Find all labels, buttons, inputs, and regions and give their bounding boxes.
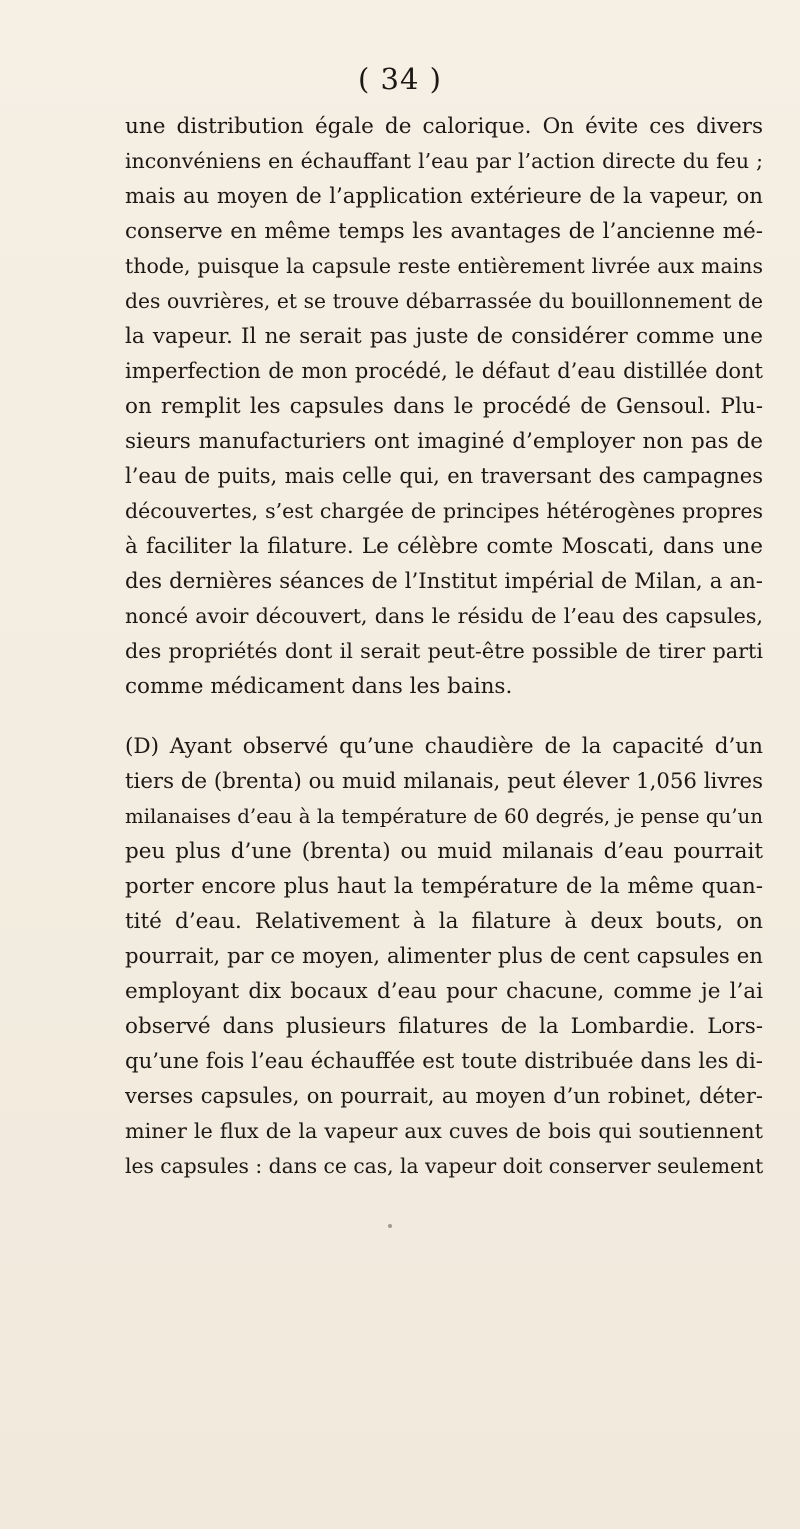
text-line: conserve en même temps les avantages de l’ancienne mé-: [125, 219, 763, 244]
text-line: verses capsules, on pourrait, au moyen d’un robinet, déter-: [125, 1084, 763, 1108]
text-line: milanaises d’eau à la température de 60 degrés, je pense qu’un: [125, 805, 763, 828]
paragraph: [125, 729, 763, 1184]
text-line: mais au moyen de l’application extérieure de la vapeur, on: [125, 184, 763, 209]
body-text: [125, 109, 763, 1184]
text-line: des dernières séances de l’Institut impérial de Milan, a an-: [125, 569, 763, 594]
paragraph: [125, 109, 763, 704]
text-line: miner le flux de la vapeur aux cuves de bois qui soutiennent: [125, 1119, 763, 1143]
text-line: une distribution égale de calorique. On évite ces divers: [125, 114, 763, 139]
text-line: imperfection de mon procédé, le défaut d’eau distillée dont: [125, 359, 763, 383]
text-line: noncé avoir découvert, dans le résidu de l’eau des capsules,: [125, 604, 763, 628]
text-line: comme médicament dans les bains.: [125, 674, 513, 699]
text-line: thode, puisque la capsule reste entièrement livrée aux mains: [125, 254, 763, 278]
text-line: tité d’eau. Relativement à la filature à deux bouts, on: [125, 909, 763, 934]
text-line: qu’une fois l’eau échauffée est toute distribuée dans les di-: [125, 1049, 763, 1074]
text-line: tiers de (brenta) ou muid milanais, peut élever 1,056 livres: [125, 769, 763, 794]
text-line: on remplit les capsules dans le procédé de Gensoul. Plu-: [125, 394, 763, 419]
text-line: l’eau de puits, mais celle qui, en traversant des campagnes: [125, 464, 763, 488]
text-line: la vapeur. Il ne serait pas juste de considérer comme une: [125, 324, 763, 349]
text-line: observé dans plusieurs filatures de la Lombardie. Lors-: [125, 1014, 763, 1039]
text-line: des ouvrières, et se trouve débarrassée du bouillonnement de: [125, 289, 763, 313]
text-line: des propriétés dont il serait peut-être possible de tirer parti: [125, 639, 763, 663]
text-line: employant dix bocaux d’eau pour chacune, comme je l’ai: [125, 979, 763, 1004]
text-line: (D) Ayant observé qu’une chaudière de la capacité d’un: [125, 734, 763, 759]
text-line: porter encore plus haut la température de la même quan-: [125, 874, 763, 899]
text-line: sieurs manufacturiers ont imaginé d’employer non pas de: [125, 429, 763, 454]
page-number: ( 34 ): [358, 62, 442, 96]
text-line: peu plus d’une (brenta) ou muid milanais d’eau pourrait: [125, 839, 763, 864]
text-line: pourrait, par ce moyen, alimenter plus de cent capsules en: [125, 944, 763, 969]
ink-spot: [388, 1224, 392, 1228]
text-line: inconvéniens en échauffant l’eau par l’action directe du feu ;: [125, 149, 763, 173]
text-line: découvertes, s’est chargée de principes hétérogènes propres: [125, 499, 763, 523]
text-line: les capsules : dans ce cas, la vapeur doit conserver seulement: [125, 1154, 764, 1178]
text-line: à faciliter la filature. Le célèbre comte Moscati, dans une: [125, 534, 763, 559]
